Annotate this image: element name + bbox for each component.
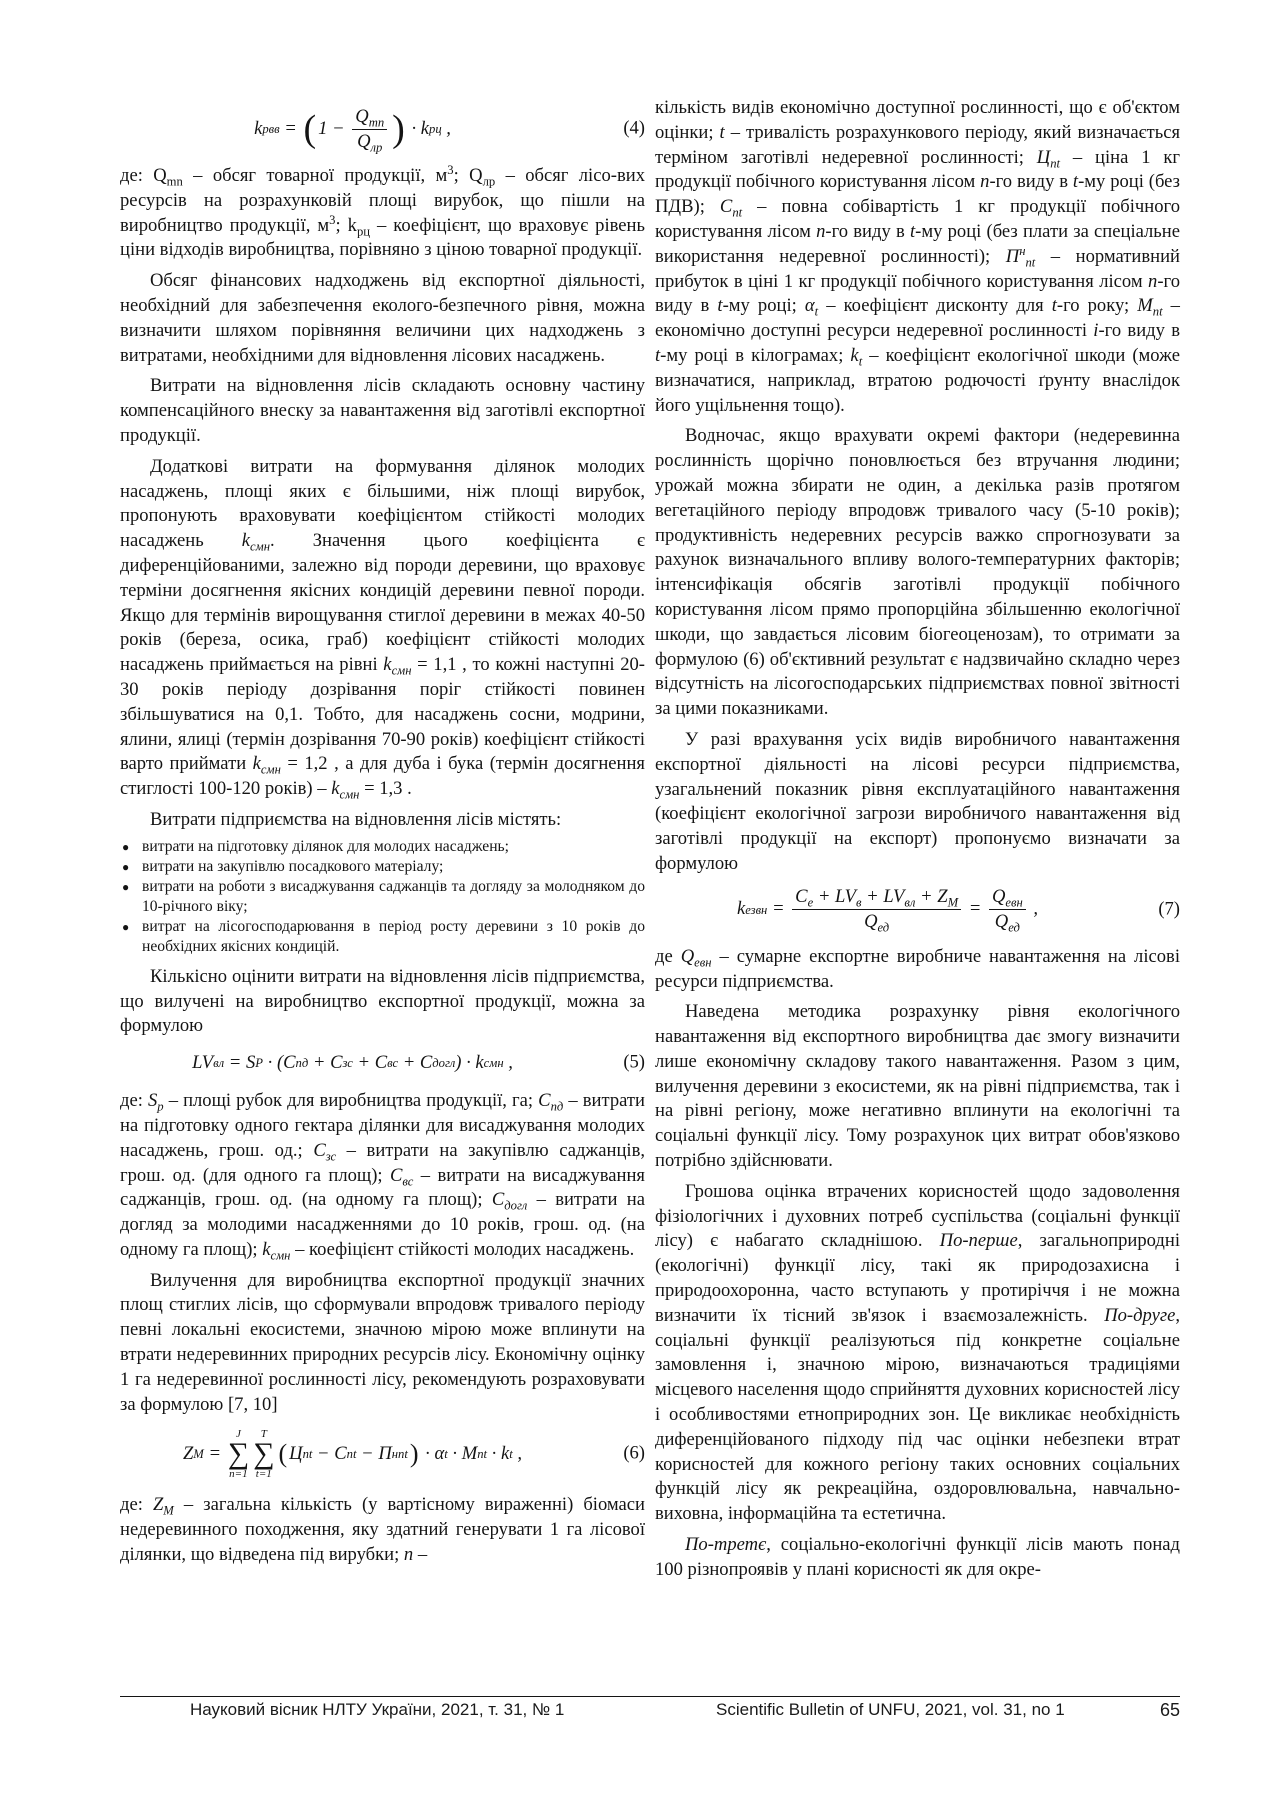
paragraph: Грошова оцінка втрачених корисностей щодо задоволення фізіологічних і духовних потреб суспільства (соціальні функції лісу) є набагато складнішою. По-перше, загальноприродні (екологічні) функції лісу, такі як природозахисна і природоохоронна, часто вступають у протиріччя і не можна визначити їх тісний зв'язок і взаємозалежність. По-друге, соціальні функції реалізуються під конкретне соціальне замовлення і, значною мірою, визначаються традиціями місцевого населення щодо сприйняття духовних корисностей лісу і особливостями етноприродних зон. Це викликає необхідність диференційованого підходу під час оцінки небезпеки втрат корисностей для кожного регіону таких основних соціальних функцій лісу як рекреаційна, оздоровлювальна, навчально-виховна, інформаційна та естетична.: [655, 1180, 1180, 1525]
paragraph: Вилучення для виробництва експортної продукції значних площ стиглих лісів, що сформували впродовж тривалого періоду певні локальні екосистеми, значною мірою може вплинути на втрати недеревинних природних ресурсів лісу. Економічну оцінку 1 га недеревинної рослинності лісу, рекомендують розраховувати за формулою [7, 10]: [120, 1269, 645, 1415]
paragraph: де $Q_{евн}$ – сумарне експортне виробниче навантаження на лісові ресурси підприємства.: [655, 945, 1180, 992]
list-item: ● витрати на закупівлю посадкового матеріалу;: [120, 857, 645, 877]
formula-5-expression: LV вл = S P · (C пд + C зс + C вс + C догл ) · k смн ,: [192, 1051, 513, 1073]
page-number: 65: [1160, 1700, 1181, 1720]
left-column: [120, 96, 645, 1568]
paragraph: Наведена методика розрахунку рівня екологічного навантаження від експортного виробництва дає змогу визначити лише економічну складову такого навантаження. Разом з цим, вилучення деревини з екосистеми, як на рівні підприємства, так і на рівні регіону, може негативно вплинути на екологічні та соціальні функції лісу. Тому розрахунок цих витрат обов'язково потрібно здійснювати.: [655, 1001, 1180, 1172]
paragraph: Витрати підприємства на відновлення лісів містять:: [150, 808, 562, 830]
footer-journal-en: Scientific Bulletin of UNFU, 2021, vol. 31, no 1: [716, 1700, 1065, 1719]
formula-7-expression: k езвн = $\frac{C_e + LV_в + LV_{вл} + Z_M}{Q_{ед}}$ = $\frac{Q_{евн}}{Q_{ед}}$ ,: [736, 886, 1039, 935]
formula-6-number: (6): [623, 1443, 645, 1465]
formula-6: [120, 1421, 645, 1487]
right-column: [655, 96, 1180, 1583]
paragraph: Кількісно оцінити витрати на відновлення лісів підприємства, що вилучені на виробництво експортної продукції, можна за формулою: [120, 965, 645, 1037]
list-item: ● витрати на роботи з висаджування саджанців та догляду за молодняком до 10-річного віку;: [120, 877, 645, 917]
formula-4-number: (4): [623, 117, 645, 139]
list-item: ● витрати на підготовку ділянок для молодих насаджень;: [120, 837, 645, 857]
paragraph: де: $Q_{mn}$ – обсяг товарної продукції, $м^3$; $Q_{лр}$ – обсяг лісо-вих ресурсів на розрахунковій площі вирубок, що пішли на виробництво продукції, $м^3$; $k_{рц}$ – коефіцієнт, що враховує рівень ціни відходів виробництва, порівняно з ціною товарної продукції.: [120, 162, 645, 261]
formula-4: [120, 100, 645, 158]
paragraph: кількість видів економічно доступної рослинності, що є об'єктом оцінки; t – тривалість розрахункового періоду, який визначається терміном заготівлі недеревної рослинності; $Ц_{nt}$ – ціна 1 кг продукції побічного користування лісом n-го виду в t-му році (без ПДВ); $C_{nt}$ – повна собівартість 1 кг продукції побічного користування лісом n-го виду в t-му році (без плати за спеціальне використання недеревної рослинності); $П^н_{nt}$ – нормативний прибуток в ціні 1 кг продукції побічного користування лісом n-го виду в t-му році; $\alpha_t$ – коефіцієнт дисконту для t-го року; $M_{nt}$ – економічно доступні ресурси недеревної рослинності i-го виду в t-му році в кілограмах; $k_t$ – коефіцієнт екологічної шкоди (може визначатися, наприклад, втратою родючості ґрунту внаслідок його ущільнення тощо).: [655, 97, 1181, 416]
paragraph: де: $S_p$ – площі рубок для виробництва продукції, га; $C_{пд}$ – витрати на підготовку одного гектара ділянки для висаджування молодих насаджень, грош. од.; $C_{зс}$ – витрати на закупівлю саджанців, грош. од. (для одного га площ); $C_{вс}$ – витрати на висаджування саджанців, грош. од. (на одному га площ); $C_{догл}$ – витрати на догляд за молодими насадженнями до 10 років, грош. од. (на одному га площ); $k_{смн}$ – коефіцієнт стійкості молодих насаджень.: [120, 1090, 646, 1263]
formula-5: [120, 1043, 645, 1083]
paragraph: Водночас, якщо врахувати окремі фактори (недеревинна рослинність щорічно поновлюється без втручання людини; урожай можна збирати не один, а декілька разів протягом вегетаційного періоду впродовж тривалого часу (5-10 років); продуктивність недеревних ресурсів важко спрогнозувати за рахунок визначального впливу волого-температурних факторів; інтенсифікація обсягів заготівлі продукції побічного користування лісом прямо пропорційна збільшенню екологічної шкоди, що завдається лісовим біогеоценозам), то отримати за формулою (6) об'єктивний результат є надзвичайно складно через відсутність на лісогосподарських підприємствах повної звітності за цими показниками.: [655, 425, 1180, 720]
paragraph: По-третє, соціально-екологічні функції лісів мають понад 100 різнопроявів у плані корисності як для окре-: [655, 1534, 1180, 1580]
paragraph: де: $Z_M$ – загальна кількість (у вартісному вираженні) біомаси недеревинного походження, яку здатний генерувати 1 га лісової ділянки, що відведена під вирубки; n –: [120, 1494, 645, 1566]
formula-7: [655, 881, 1180, 939]
list-item: ● витрат на лісогосподарювання в період росту деревини з 10 років до необхідних якісних кондицій.: [120, 917, 645, 957]
footer-divider: [120, 1696, 1180, 1697]
formula-7-number: (7): [1158, 898, 1180, 920]
formula-6-expression: Z M = J ∑ n=1 T ∑ t=1 ( Ц nt − C nt − П н nt ) · α t · M nt · k t ,: [182, 1428, 523, 1481]
paragraph: У разі врахування усіх видів виробничого навантаження експортної діяльності на лісові ресурси підприємства, узагальнений показник рівня експлуатаційного навантаження (коефіцієнт екологічної загрози виробничого навантаження від заготівлі продукції на експорт) пропонуємо визначати за формулою: [655, 728, 1180, 874]
paragraph: Обсяг фінансових надходжень від експортної діяльності, необхідний для забезпечення еколого-безпечного рівня, можна визначити шляхом порівняння величини цих надходжень з витратами, необхідними для відновлення лісових насаджень.: [120, 270, 645, 366]
formula-5-number: (5): [623, 1051, 645, 1073]
footer-journal-ua: Науковий вісник НЛТУ України, 2021, т. 31, № 1: [190, 1700, 565, 1719]
formula-4-expression: k рвв = ( 1 − $\frac{Q_{mn}}{Q_{лр}}$ ) · k рц ,: [254, 105, 451, 155]
bullet-list: [120, 837, 645, 957]
paragraph: Додаткові витрати на формування ділянок молодих насаджень, площі яких є більшими, ніж площі вирубок, пропонують враховувати коефіцієнтом стійкості молодих насаджень $k_{смн}$. Значення цього коефіцієнта є диференційованими, залежно від породи деревини, що враховує терміни досягнення якісних кондицій деревини певної породи. Якщо для термінів вирощування стиглої деревини в межах 40-50 років (береза, осика, граб) коефіцієнт стійкості молодих насаджень приймається на рівні $k_{смн} = 1,1$ , то кожні наступні 20-30 років періоду дозрівання поріг стійкості повинен збільшуватися на 0,1. Тобто, для насаджень сосни, модрини, ялини, ялиці (термін дозрівання 70-90 років) коефіцієнт стійкості варто приймати $k_{смн} = 1,2$ , а для дуба і бука (термін досягнення стиглості 100-120 років) – $k_{смн} = 1,3$ .: [120, 455, 645, 802]
paragraph: Витрати на відновлення лісів складають основну частину компенсаційного внеску за навантаження від заготівлі експортної продукції.: [120, 375, 645, 446]
